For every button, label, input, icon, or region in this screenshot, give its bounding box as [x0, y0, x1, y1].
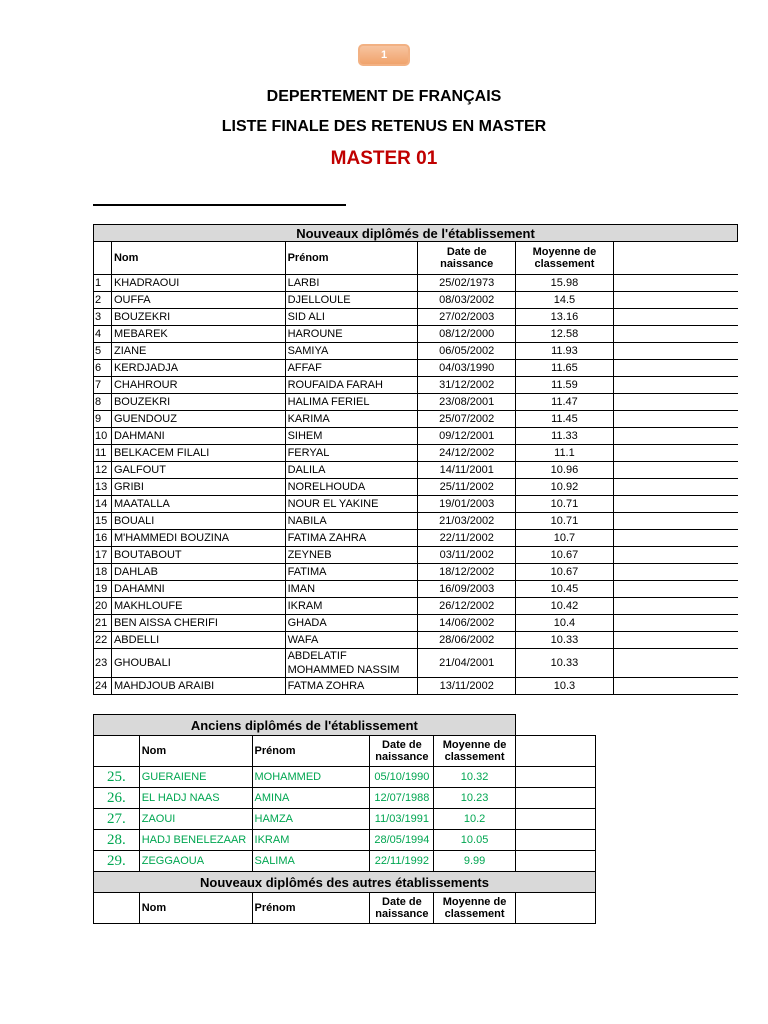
master-level-title: MASTER 01 — [330, 148, 438, 169]
row-index: 24 — [94, 678, 112, 695]
table-row — [94, 598, 738, 615]
row-date: 09/12/2001 — [418, 428, 516, 445]
row-date: 16/09/2003 — [418, 581, 516, 598]
row-nom: MAKHLOUFE — [111, 598, 285, 615]
row-nom: BOUALI — [111, 513, 285, 530]
row-moyenne: 10.45 — [516, 581, 614, 598]
row-date: 04/03/1990 — [418, 360, 516, 377]
row-empty — [613, 530, 737, 547]
row-index: 28. — [94, 830, 140, 851]
row-date: 28/05/1994 — [370, 830, 434, 851]
table-row — [94, 678, 738, 695]
row-nom: GUERAIENE — [139, 767, 252, 788]
row-moyenne: 15.98 — [516, 275, 614, 292]
row-moyenne: 11.47 — [516, 394, 614, 411]
row-date: 22/11/2002 — [418, 530, 516, 547]
row-nom: DAHAMNI — [111, 581, 285, 598]
row-empty — [515, 830, 595, 851]
row-moyenne: 11.33 — [516, 428, 614, 445]
row-empty — [613, 360, 737, 377]
row-date: 28/06/2002 — [418, 632, 516, 649]
row-date: 25/07/2002 — [418, 411, 516, 428]
row-empty — [515, 809, 595, 830]
row-nom: BOUZEKRI — [111, 394, 285, 411]
row-index: 6 — [94, 360, 112, 377]
row-prenom: FATMA ZOHRA — [285, 678, 418, 695]
row-index: 2 — [94, 292, 112, 309]
row-prenom: HALIMA FERIEL — [285, 394, 418, 411]
row-date: 05/10/1990 — [370, 767, 434, 788]
row-empty — [613, 462, 737, 479]
row-nom: M'HAMMEDI BOUZINA — [111, 530, 285, 547]
row-moyenne: 10.96 — [516, 462, 614, 479]
row-nom: DAHMANI — [111, 428, 285, 445]
table-row — [94, 309, 738, 326]
table-row — [94, 649, 738, 678]
row-moyenne: 11.65 — [516, 360, 614, 377]
header-prenom: Prénom — [252, 893, 370, 924]
row-nom: BOUZEKRI — [111, 309, 285, 326]
row-moyenne: 10.3 — [516, 678, 614, 695]
row-nom: HADJ BENELEZAAR — [139, 830, 252, 851]
row-moyenne: 10.32 — [434, 767, 515, 788]
row-prenom: NABILA — [285, 513, 418, 530]
row-index: 12 — [94, 462, 112, 479]
row-moyenne: 10.71 — [516, 496, 614, 513]
row-index: 11 — [94, 445, 112, 462]
header-prenom: Prénom — [285, 242, 418, 275]
row-date: 19/01/2003 — [418, 496, 516, 513]
table-row — [94, 767, 596, 788]
row-prenom: IKRAM — [285, 598, 418, 615]
row-nom: ZEGGAOUA — [139, 851, 252, 872]
row-moyenne: 10.92 — [516, 479, 614, 496]
row-empty — [613, 309, 737, 326]
row-index: 18 — [94, 564, 112, 581]
row-date: 08/12/2000 — [418, 326, 516, 343]
row-index: 21 — [94, 615, 112, 632]
row-moyenne: 10.23 — [434, 788, 515, 809]
row-nom: ABDELLI — [111, 632, 285, 649]
row-prenom: SALIMA — [252, 851, 370, 872]
header-moyenne: Moyenne de classement — [516, 242, 614, 275]
row-empty — [613, 632, 737, 649]
row-date: 12/07/1988 — [370, 788, 434, 809]
row-index: 10 — [94, 428, 112, 445]
row-date: 14/06/2002 — [418, 615, 516, 632]
row-empty — [613, 377, 737, 394]
row-empty — [613, 275, 737, 292]
row-index: 8 — [94, 394, 112, 411]
row-moyenne: 12.58 — [516, 326, 614, 343]
table-row — [94, 275, 738, 292]
row-moyenne: 13.16 — [516, 309, 614, 326]
row-empty — [613, 394, 737, 411]
header-nom: Nom — [139, 736, 252, 767]
row-date: 24/12/2002 — [418, 445, 516, 462]
row-prenom: DALILA — [285, 462, 418, 479]
row-prenom: DJELLOULE — [285, 292, 418, 309]
table-row — [94, 377, 738, 394]
table-row — [94, 428, 738, 445]
header-moyenne: Moyenne de classement — [434, 893, 515, 924]
header-prenom: Prénom — [252, 736, 370, 767]
header-empty — [613, 242, 737, 275]
table-row — [94, 360, 738, 377]
row-date: 23/08/2001 — [418, 394, 516, 411]
row-date: 27/02/2003 — [418, 309, 516, 326]
row-empty — [613, 292, 737, 309]
header-empty — [515, 893, 595, 924]
row-index: 3 — [94, 309, 112, 326]
header-date: Date de naissance — [370, 736, 434, 767]
former-graduates-table — [93, 714, 596, 924]
row-moyenne: 14.5 — [516, 292, 614, 309]
row-nom: GUENDOUZ — [111, 411, 285, 428]
row-nom: CHAHROUR — [111, 377, 285, 394]
table-row — [94, 445, 738, 462]
row-nom: GHOUBALI — [111, 649, 285, 678]
row-date: 25/11/2002 — [418, 479, 516, 496]
row-index: 5 — [94, 343, 112, 360]
row-prenom: IMAN — [285, 581, 418, 598]
row-empty — [613, 343, 737, 360]
row-prenom: NOUR EL YAKINE — [285, 496, 418, 513]
row-prenom: AMINA — [252, 788, 370, 809]
row-nom: MAATALLA — [111, 496, 285, 513]
row-prenom: FATIMA — [285, 564, 418, 581]
new-graduates-table — [93, 224, 738, 695]
row-index: 29. — [94, 851, 140, 872]
row-nom: BOUTABOUT — [111, 547, 285, 564]
table-row — [94, 530, 738, 547]
row-nom: ZAOUI — [139, 809, 252, 830]
row-empty — [613, 598, 737, 615]
row-index: 4 — [94, 326, 112, 343]
row-date: 25/02/1973 — [418, 275, 516, 292]
row-prenom: WAFA — [285, 632, 418, 649]
row-moyenne: 10.71 — [516, 513, 614, 530]
row-prenom: SID ALI — [285, 309, 418, 326]
row-date: 13/11/2002 — [418, 678, 516, 695]
table-row — [94, 326, 738, 343]
row-date: 03/11/2002 — [418, 547, 516, 564]
row-moyenne: 10.67 — [516, 564, 614, 581]
row-moyenne: 11.45 — [516, 411, 614, 428]
row-nom: EL HADJ NAAS — [139, 788, 252, 809]
row-index: 26. — [94, 788, 140, 809]
row-index: 25. — [94, 767, 140, 788]
row-prenom: AFFAF — [285, 360, 418, 377]
row-index: 7 — [94, 377, 112, 394]
row-moyenne: 10.67 — [516, 547, 614, 564]
row-index: 22 — [94, 632, 112, 649]
row-empty — [613, 428, 737, 445]
row-moyenne: 10.05 — [434, 830, 515, 851]
row-nom: ZIANE — [111, 343, 285, 360]
row-index: 16 — [94, 530, 112, 547]
blank-cell — [515, 715, 595, 736]
section-title-new-graduates: Nouveaux diplômés de l'établissement — [94, 225, 738, 242]
underline-rule — [93, 204, 346, 206]
row-index: 13 — [94, 479, 112, 496]
row-prenom: NORELHOUDA — [285, 479, 418, 496]
row-prenom: GHADA — [285, 615, 418, 632]
header-index — [94, 242, 112, 275]
table-row — [94, 851, 596, 872]
table-row — [94, 581, 738, 598]
row-moyenne: 10.42 — [516, 598, 614, 615]
row-nom: DAHLAB — [111, 564, 285, 581]
row-prenom: FATIMA ZAHRA — [285, 530, 418, 547]
row-prenom: IKRAM — [252, 830, 370, 851]
section-title-former-graduates: Anciens diplômés de l'établissement — [94, 715, 516, 736]
table-row — [94, 343, 738, 360]
row-empty — [613, 564, 737, 581]
header-nom: Nom — [139, 893, 252, 924]
row-date: 18/12/2002 — [418, 564, 516, 581]
row-moyenne: 10.33 — [516, 649, 614, 678]
row-prenom: ROUFAIDA FARAH — [285, 377, 418, 394]
table-row — [94, 411, 738, 428]
header-index — [94, 736, 140, 767]
table-row — [94, 564, 738, 581]
table-row — [94, 394, 738, 411]
row-nom: BELKACEM FILALI — [111, 445, 285, 462]
row-moyenne: 10.33 — [516, 632, 614, 649]
section-title-other-institutions: Nouveaux diplômés des autres établissements — [94, 872, 596, 893]
table-row — [94, 496, 738, 513]
table-row — [94, 462, 738, 479]
header-date: Date de naissance — [370, 893, 434, 924]
row-moyenne: 10.2 — [434, 809, 515, 830]
row-date: 26/12/2002 — [418, 598, 516, 615]
row-empty — [613, 496, 737, 513]
row-prenom: LARBI — [285, 275, 418, 292]
row-prenom: ABDELATIF MOHAMMED NASSIM — [285, 649, 418, 678]
row-index: 9 — [94, 411, 112, 428]
row-nom: GALFOUT — [111, 462, 285, 479]
table-row — [94, 513, 738, 530]
row-prenom: ZEYNEB — [285, 547, 418, 564]
row-date: 06/05/2002 — [418, 343, 516, 360]
row-date: 11/03/1991 — [370, 809, 434, 830]
table-row — [94, 632, 738, 649]
row-index: 1 — [94, 275, 112, 292]
row-index: 27. — [94, 809, 140, 830]
header-moyenne: Moyenne de classement — [434, 736, 515, 767]
row-empty — [613, 513, 737, 530]
row-empty — [613, 547, 737, 564]
row-nom: BEN AISSA CHERIFI — [111, 615, 285, 632]
row-moyenne: 11.93 — [516, 343, 614, 360]
row-empty — [613, 445, 737, 462]
department-title: DEPERTEMENT DE FRANÇAIS — [266, 88, 502, 105]
table-row — [94, 547, 738, 564]
row-date: 14/11/2001 — [418, 462, 516, 479]
row-prenom: FERYAL — [285, 445, 418, 462]
row-empty — [515, 788, 595, 809]
table-row — [94, 788, 596, 809]
table-row — [94, 830, 596, 851]
row-nom: KERDJADJA — [111, 360, 285, 377]
row-index: 15 — [94, 513, 112, 530]
row-index: 17 — [94, 547, 112, 564]
row-index: 20 — [94, 598, 112, 615]
page-number-badge: 1 — [358, 44, 410, 66]
row-date: 08/03/2002 — [418, 292, 516, 309]
table-row — [94, 615, 738, 632]
row-prenom: HAMZA — [252, 809, 370, 830]
row-prenom: SIHEM — [285, 428, 418, 445]
row-moyenne: 11.1 — [516, 445, 614, 462]
row-empty — [613, 649, 737, 678]
row-moyenne: 11.59 — [516, 377, 614, 394]
row-empty — [613, 326, 737, 343]
row-prenom: SAMIYA — [285, 343, 418, 360]
row-prenom: MOHAMMED — [252, 767, 370, 788]
row-date: 21/03/2002 — [418, 513, 516, 530]
row-prenom: KARIMA — [285, 411, 418, 428]
row-empty — [613, 615, 737, 632]
row-date: 22/11/1992 — [370, 851, 434, 872]
row-nom: OUFFA — [111, 292, 285, 309]
row-empty — [613, 479, 737, 496]
header-empty — [515, 736, 595, 767]
row-moyenne: 9.99 — [434, 851, 515, 872]
row-index: 14 — [94, 496, 112, 513]
row-date: 31/12/2002 — [418, 377, 516, 394]
row-moyenne: 10.4 — [516, 615, 614, 632]
row-nom: MEBAREK — [111, 326, 285, 343]
header-index — [94, 893, 140, 924]
table-row — [94, 292, 738, 309]
row-index: 19 — [94, 581, 112, 598]
row-empty — [613, 411, 737, 428]
header-date: Date de naissance — [418, 242, 516, 275]
row-index: 23 — [94, 649, 112, 678]
row-empty — [613, 581, 737, 598]
table-row — [94, 479, 738, 496]
header-nom: Nom — [111, 242, 285, 275]
row-empty — [515, 767, 595, 788]
table-row — [94, 809, 596, 830]
row-prenom: HAROUNE — [285, 326, 418, 343]
row-empty — [515, 851, 595, 872]
row-nom: KHADRAOUI — [111, 275, 285, 292]
row-nom: GRIBI — [111, 479, 285, 496]
row-empty — [613, 678, 737, 695]
row-date: 21/04/2001 — [418, 649, 516, 678]
row-nom: MAHDJOUB ARAIBI — [111, 678, 285, 695]
row-moyenne: 10.7 — [516, 530, 614, 547]
list-title: LISTE FINALE DES RETENUS EN MASTER — [221, 118, 547, 135]
